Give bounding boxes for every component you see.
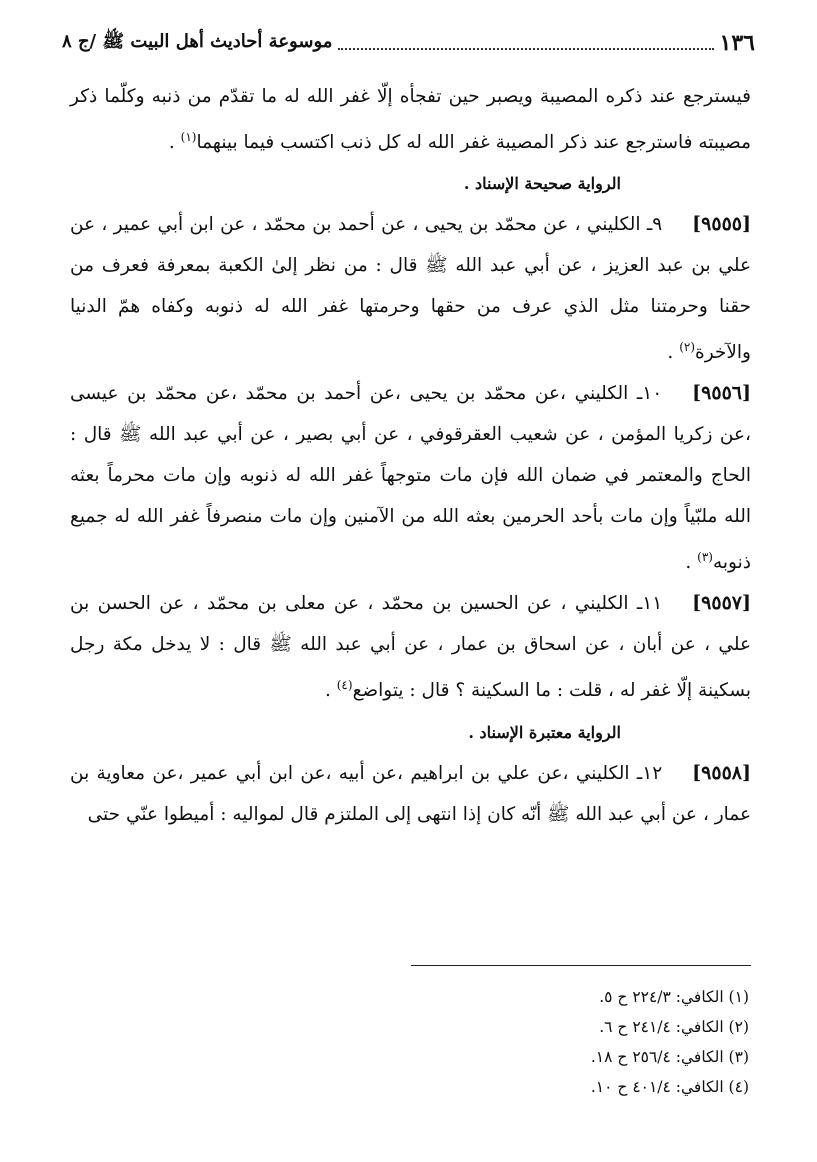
footnote: (٤) الكافي: ٤٠١/٤ ح ١٠. [590, 1078, 749, 1096]
footnote-ref[interactable]: (٢) [679, 340, 696, 355]
paragraph-end: . [685, 552, 692, 574]
page-number: ١٣٦ [719, 30, 755, 56]
footnote-ref[interactable]: (٣) [697, 550, 713, 565]
page-header [62, 26, 755, 60]
hadith-number: [٩٥٥٥] [692, 213, 751, 236]
header-dot-leader [338, 48, 713, 50]
hadith-number: [٩٥٥٨] [692, 761, 751, 784]
paragraph [70, 76, 751, 163]
hadith-number: [٩٥٥٦] [692, 382, 751, 405]
hadith-text: ١٢ـ الكليني ،عن علي بن ابراهيم ،عن أبيه ،عن ابن أبي عمير ،عن معاوية بن عمار ، عن أبي عبد الله ﷺ أنّه كان إذا انتهى إلى الملتزم قال لمواليه : أميطوا عنّي حتى [70, 762, 751, 825]
paragraph-end: . [667, 342, 674, 364]
hadith-entry [70, 583, 751, 711]
hadith-text: ١٠ـ الكليني ،عن محمّد بن يحيى ،عن أحمد بن محمّد ،عن محمّد بن عيسى ،عن زكريا المؤمن ، عن شعيب العقرقوفي ، عن أبي بصير ، عن أبي عبد الله ﷺ قال : الحاج والمعتمر في ضمان الله فإن مات متوجهاً غفر الله له ذنوبه وإن مات محرماً بعثه الله ملبّياً وإن مات بأحد الحرمين بعثه الله من الآمنين وإن مات منصرفاً غفر الله له جميع ذنوبه [70, 383, 751, 574]
hadith-text: ١١ـ الكليني ، عن الحسين بن محمّد ، عن معلى بن محمّد ، عن الحسن بن علي ، عن أبان ، عن اسحاق بن عمار ، عن أبي عبد الله ﷺ قال : لا يدخل مكة رجل بسكينة إلّا غفر له ، قلت : ما السكينة ؟ قال : يتواضع [70, 593, 751, 702]
footnote: (٢) الكافي: ٢٤١/٤ ح ٦. [599, 1018, 749, 1036]
isnad-note: الرواية معتبرة الإسناد . [468, 722, 621, 742]
isnad-note: الرواية صحيحة الإسناد . [463, 174, 621, 194]
running-title: موسوعة أحاديث أهل البيت ﷺ /ج ٨ [62, 31, 333, 52]
footnote-separator [411, 965, 751, 966]
footnote: (٣) الكافي: ٢٥٦/٤ ح ١٨. [590, 1048, 749, 1066]
hadith-text: ٩ـ الكليني ، عن محمّد بن يحيى ، عن أحمد بن محمّد ، عن ابن أبي عمير ، عن علي بن عبد العزيز ، عن أبي عبد الله ﷺ قال : من نظر إلىٰ الكعبة بمعرفة فعرف من حقنا وحرمتنا مثل الذي عرف من حقها وحرمتها غفر الله له ذنوبه وكفاه همّ الدنيا والآخرة [70, 214, 751, 364]
paragraph-end: . [168, 132, 175, 154]
paragraph-text: فيسترجع عند ذكره المصيبة ويصبر حين تفجأه إلّا غفر الله له ما تقدّم من ذنبه وكلّما ذكر مصيبته فاسترجع عند ذكر المصيبة غفر الله له كل ذنب اكتسب فيما بينهما [70, 86, 751, 154]
paragraph-end: . [324, 680, 331, 702]
hadith-entry [70, 204, 751, 373]
footnote-ref[interactable]: (١) [180, 130, 197, 144]
footnotes [591, 982, 749, 1102]
hadith-number: [٩٥٥٧] [692, 592, 751, 615]
page-body [70, 76, 751, 835]
hadith-entry [70, 373, 751, 583]
footnote: (١) الكافي: ٢٢٤/٣ ح ٥. [599, 988, 749, 1006]
footnote-ref[interactable]: (٤) [336, 678, 353, 693]
hadith-entry [70, 753, 751, 835]
